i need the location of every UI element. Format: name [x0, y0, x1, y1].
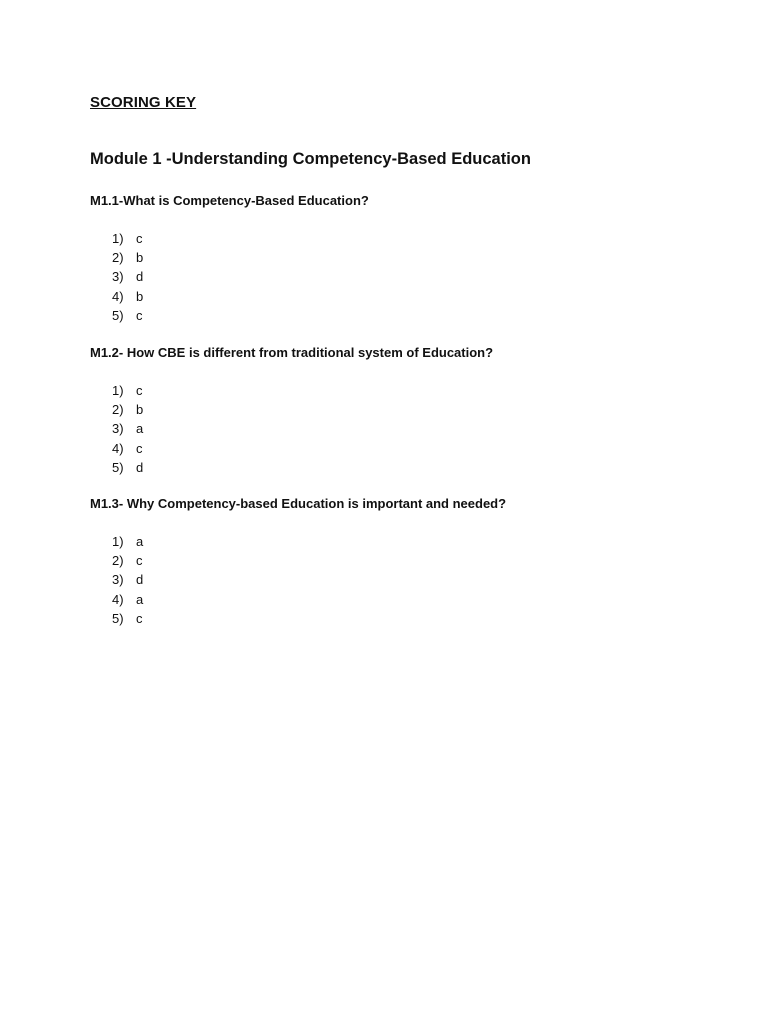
answer-item [90, 439, 710, 458]
answer-value: c [136, 440, 143, 456]
section-m1-1 [90, 192, 710, 325]
answer-number: 3) [112, 421, 124, 437]
answer-item [90, 229, 710, 248]
answer-item [90, 458, 710, 477]
answer-number: 5) [112, 307, 124, 323]
answer-value: c [136, 610, 143, 626]
scoring-key-title: SCORING KEY [90, 94, 197, 111]
answer-value: b [136, 402, 144, 418]
answer-number: 1) [112, 231, 124, 246]
section-heading: M1.2- How CBE is different from traditional system of Education? [90, 345, 494, 360]
module-title: Module 1 -Understanding Competency-Based Education [90, 150, 531, 168]
answer-number: 3) [112, 572, 124, 588]
answer-number: 4) [112, 591, 124, 607]
answer-item [90, 532, 710, 551]
section-m1-2 [90, 344, 710, 477]
answer-number: 5) [112, 610, 124, 626]
answer-value: d [136, 459, 144, 475]
answer-item [90, 590, 710, 609]
answer-number: 5) [112, 459, 124, 475]
answer-number: 3) [112, 269, 124, 285]
answer-number: 4) [112, 288, 124, 304]
answer-value: a [136, 421, 144, 437]
answer-value: a [136, 534, 144, 549]
answer-item [90, 570, 710, 589]
answer-list [90, 381, 710, 477]
answer-item [90, 306, 710, 325]
answer-item [90, 381, 710, 400]
answer-item [90, 419, 710, 438]
answer-number: 4) [112, 440, 124, 456]
answer-list [90, 532, 710, 628]
answer-number: 2) [112, 553, 124, 569]
answer-value: a [136, 591, 144, 607]
answer-value: d [136, 269, 144, 285]
answer-number: 1) [112, 383, 124, 398]
section-m1-3 [90, 495, 710, 628]
answer-value: c [136, 307, 143, 323]
section-heading: M1.3- Why Competency-based Education is important and needed? [90, 496, 507, 511]
answer-item [90, 400, 710, 419]
answer-value: c [136, 231, 143, 246]
answer-value: c [136, 553, 143, 569]
answer-item [90, 287, 710, 306]
answer-item [90, 609, 710, 628]
section-heading: M1.1-What is Competency-Based Education? [90, 193, 369, 208]
answer-value: b [136, 288, 144, 304]
answer-number: 2) [112, 402, 124, 418]
answer-value: c [136, 383, 143, 398]
answer-list [90, 229, 710, 325]
answer-item [90, 248, 710, 267]
answer-value: b [136, 250, 144, 266]
answer-value: d [136, 572, 144, 588]
answer-number: 2) [112, 250, 124, 266]
answer-item [90, 267, 710, 286]
answer-number: 1) [112, 534, 124, 549]
answer-item [90, 551, 710, 570]
